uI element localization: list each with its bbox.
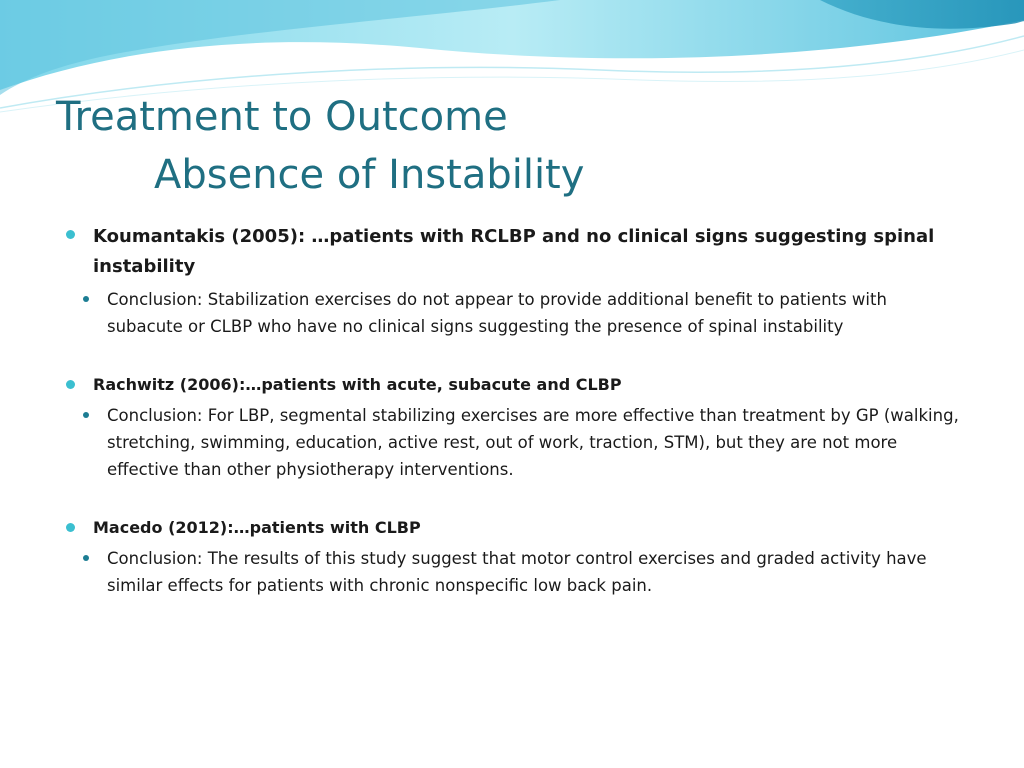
study-heading: Koumantakis (2005): …patients with RCLBP and no clinical signs suggesting spinal instability (93, 226, 935, 277)
bullet-level-1 (66, 515, 966, 541)
sub-bullet-dot-icon (83, 555, 89, 561)
bullet-level-1 (66, 372, 966, 398)
bullet-dot-icon (66, 230, 75, 239)
study-conclusion: Conclusion: Stabilization exercises do not appear to provide additional benefit to patients with subacute or CLBP who have no clinical signs suggesting the presence of spinal instability (107, 290, 887, 336)
list-item (66, 222, 966, 340)
sub-bullet-dot-icon (83, 412, 89, 418)
page-title (56, 88, 584, 204)
title-line-2: Absence of Instability (154, 152, 585, 198)
bullet-dot-icon (66, 523, 75, 532)
bullet-list (66, 222, 966, 631)
study-conclusion: Conclusion: For LBP, segmental stabilizing exercises are more effective than treatment by GP (walking, stretching, swimming, education, active rest, out of work, traction, STM), but they are not more effective than other physiotherapy interventions. (107, 406, 959, 479)
study-heading: Macedo (2012):…patients with CLBP (93, 518, 421, 537)
bullet-level-2 (66, 545, 966, 599)
list-item (66, 515, 966, 599)
list-item (66, 372, 966, 483)
study-heading: Rachwitz (2006):…patients with acute, subacute and CLBP (93, 375, 622, 394)
bullet-level-1 (66, 222, 966, 282)
sub-bullet-dot-icon (83, 296, 89, 302)
study-conclusion: Conclusion: The results of this study suggest that motor control exercises and graded activity have similar effects for patients with chronic nonspecific low back pain. (107, 549, 927, 595)
bullet-dot-icon (66, 380, 75, 389)
bullet-level-2 (66, 402, 966, 483)
bullet-level-2 (66, 286, 966, 340)
title-line-1: Treatment to Outcome (56, 94, 508, 140)
